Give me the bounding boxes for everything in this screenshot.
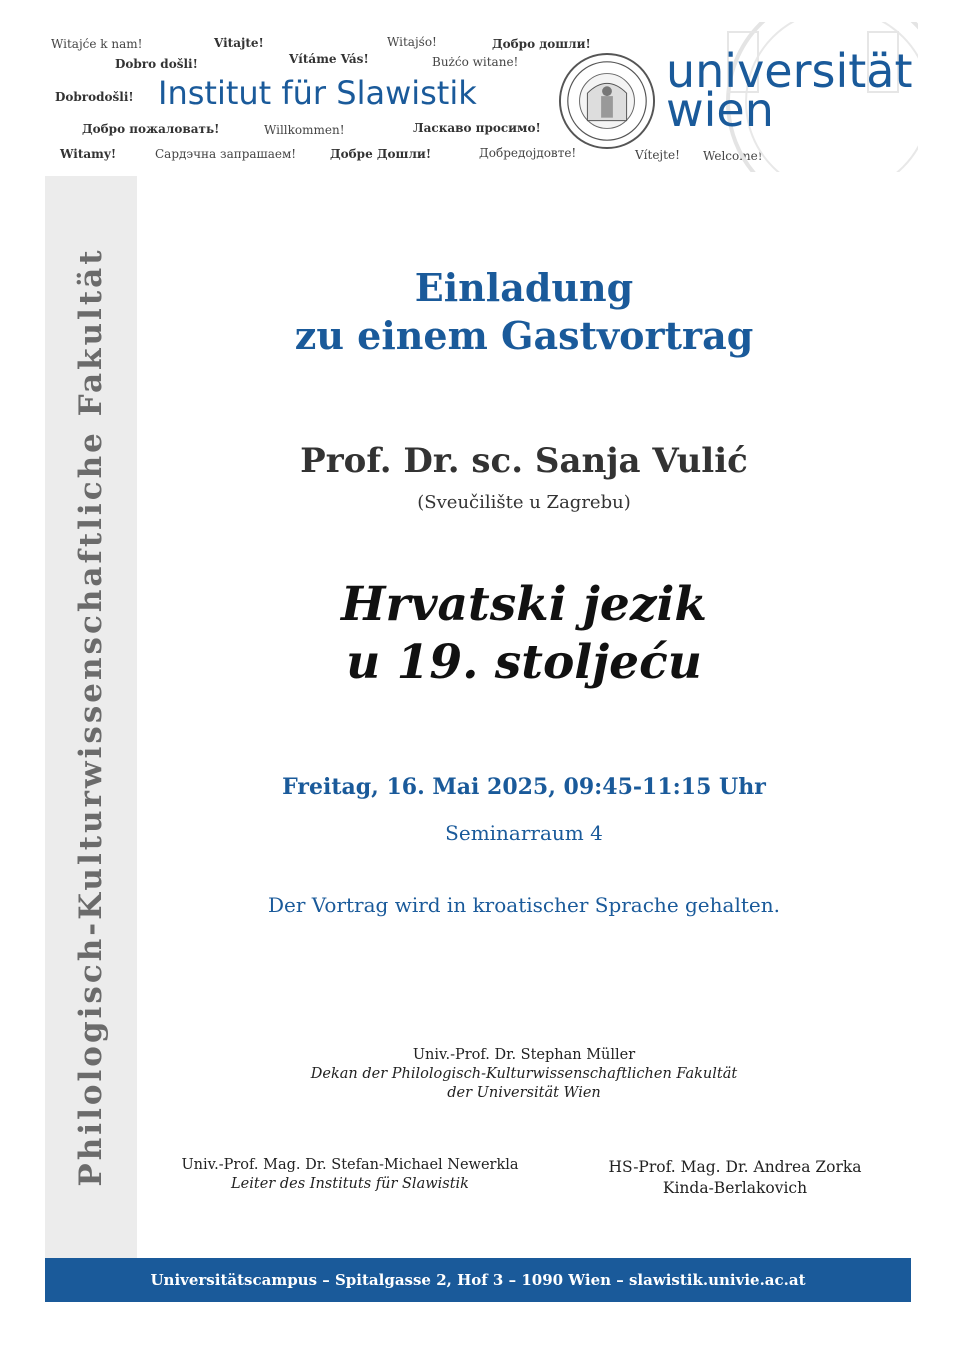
greeting-text: Bużćo witane! [432, 55, 519, 69]
signature-third [580, 1157, 890, 1199]
head-role: Leiter des Instituts für Slawistik [231, 1176, 469, 1192]
greeting-text: Сардэчна запрашаем! [155, 147, 297, 161]
third-name-line2: Kinda-Berlakovich [662, 1179, 808, 1197]
dean-role-line2: der Universität Wien [447, 1085, 601, 1101]
university-logo-line2: wien [666, 83, 774, 138]
greeting-text: Dobro došli! [115, 57, 198, 71]
greeting-text: Добро пожаловать! [82, 122, 220, 136]
footer-address: Universitätscampus – Spitalgasse 2, Hof 3 – 1090 Wien – slawistik.univie.ac.at [45, 1258, 911, 1302]
greeting-text: Witajśo! [387, 35, 437, 49]
event-room: Seminarraum 4 [445, 821, 603, 845]
greeting-text: Willkommen! [264, 123, 345, 137]
greeting-text: Witajće k nam! [51, 37, 143, 51]
university-logo [666, 44, 913, 138]
institute-name: Institut für Slawistik [158, 74, 477, 112]
greeting-text: Vítáme Vás! [289, 52, 369, 66]
talk-title-line2: u 19. stoljeću [346, 635, 702, 690]
dean-role-line1: Dekan der Philologisch-Kulturwissenschaftlichen Fakultät [310, 1066, 738, 1082]
greeting-text: Добредојдовте! [479, 146, 577, 160]
greeting-text: Witamy! [60, 147, 117, 161]
greeting-text: Добре Дошли! [330, 147, 432, 161]
speaker-affiliation: (Sveučilište u Zagrebu) [417, 492, 631, 513]
invitation-heading [137, 264, 911, 360]
talk-title [137, 576, 911, 692]
signature-dean [137, 1046, 911, 1103]
greeting-text: Добро дошли! [492, 37, 591, 51]
dean-name: Univ.-Prof. Dr. Stephan Müller [412, 1047, 636, 1063]
event-language-note: Der Vortrag wird in kroatischer Sprache gehalten. [268, 893, 780, 917]
invitation-line2: zu einem Gastvortrag [294, 313, 754, 358]
greeting-text: Welcome! [703, 149, 763, 163]
third-name-line1: HS-Prof. Mag. Dr. Andrea Zorka [608, 1158, 862, 1176]
invitation-line1: Einladung [414, 265, 634, 310]
university-seal-icon [558, 52, 656, 150]
greeting-text: Vitajte! [214, 36, 264, 50]
talk-title-line1: Hrvatski jezik [341, 577, 707, 632]
signature-institute-head [160, 1156, 540, 1194]
head-name: Univ.-Prof. Mag. Dr. Stefan-Michael Newerkla [181, 1157, 519, 1173]
university-logo-line1: universität [666, 44, 913, 98]
event-date-time: Freitag, 16. Mai 2025, 09:45-11:15 Uhr [282, 774, 766, 800]
greeting-text: Dobrodošli! [55, 90, 134, 104]
speaker-name: Prof. Dr. sc. Sanja Vulić [300, 441, 748, 481]
greeting-text: Ласкаво просимо! [413, 121, 541, 135]
greeting-text: Vítejte! [635, 148, 680, 162]
faculty-name: Philologisch-Kulturwissenschaftliche Fakultät [73, 247, 109, 1187]
